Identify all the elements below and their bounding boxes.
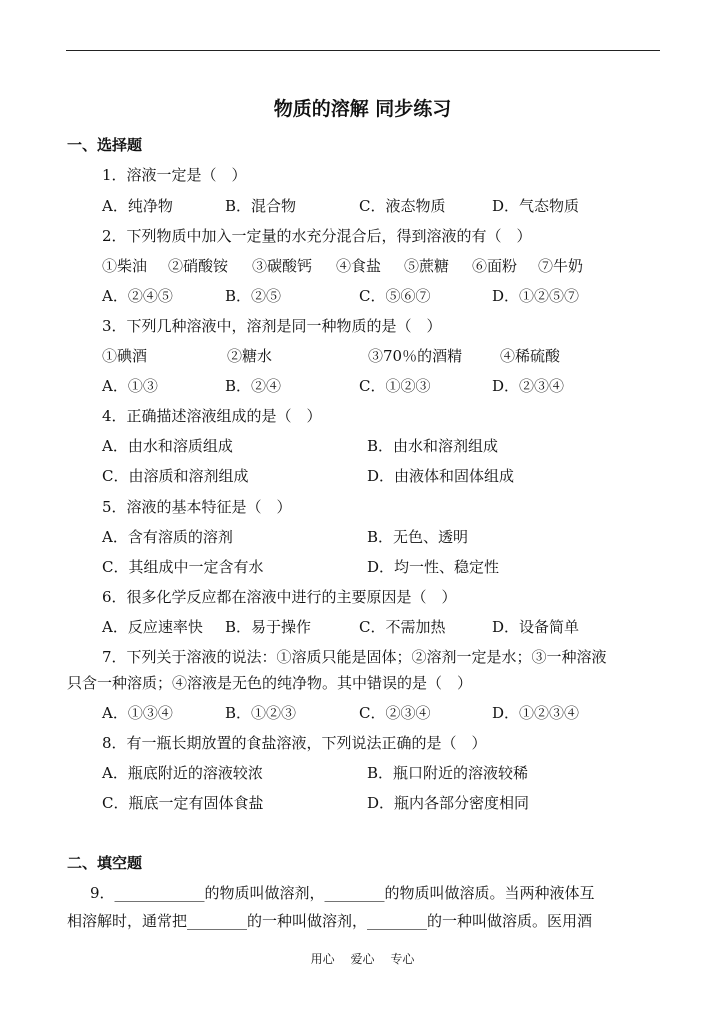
question-3-items bbox=[102, 345, 662, 365]
question-1-options bbox=[102, 195, 662, 215]
question-8-options-cd bbox=[102, 792, 662, 812]
item-4: ④食盐 bbox=[336, 257, 382, 275]
item-2: ②硝酸铵 bbox=[168, 257, 229, 275]
question-4-options-cd bbox=[102, 465, 662, 485]
question-6-stem: 6．很多化学反应都在溶液中进行的主要原因是（ ） bbox=[102, 588, 457, 606]
option-b: B．②④ bbox=[225, 377, 282, 395]
page-footer bbox=[0, 950, 725, 967]
footer-word-3: 专心 bbox=[390, 952, 415, 966]
question-5-options-cd bbox=[102, 556, 662, 576]
question-2-items bbox=[102, 255, 662, 275]
question-7-options bbox=[102, 702, 662, 722]
option-b: B．易于操作 bbox=[225, 618, 312, 636]
option-a: A．②④⑤ bbox=[102, 287, 173, 305]
question-2-options bbox=[102, 285, 662, 305]
option-a: A．①③④ bbox=[102, 704, 173, 722]
page-title: 物质的溶解 同步练习 bbox=[273, 98, 452, 120]
header-rule bbox=[66, 50, 660, 51]
option-c: C．②③④ bbox=[359, 704, 431, 722]
option-b: B．②⑤ bbox=[225, 287, 282, 305]
option-b: B．瓶口附近的溶液较稀 bbox=[367, 764, 529, 782]
option-b: B．由水和溶剂组成 bbox=[367, 437, 499, 455]
option-c: C．液态物质 bbox=[359, 197, 446, 215]
option-d: D．①②⑤⑦ bbox=[492, 287, 580, 305]
question-3-options bbox=[102, 375, 662, 395]
option-a: A．①③ bbox=[102, 377, 158, 395]
question-4-options-ab bbox=[102, 435, 662, 455]
option-d: D．由液体和固体组成 bbox=[367, 467, 515, 485]
option-d: D．瓶内各部分密度相同 bbox=[367, 794, 530, 812]
question-6-options bbox=[102, 616, 662, 636]
item-1: ①柴油 bbox=[102, 257, 148, 275]
option-c: C．由溶质和溶剂组成 bbox=[102, 467, 249, 485]
option-b: B．①②③ bbox=[225, 704, 297, 722]
footer-word-2: 爱心 bbox=[350, 952, 375, 966]
option-c: C．不需加热 bbox=[359, 618, 446, 636]
section-heading-choice: 一、选择题 bbox=[67, 136, 143, 154]
question-9-line1: 9．____________的物质叫做溶剂，________的物质叫做溶质。当两种液体互 bbox=[90, 884, 595, 902]
option-b: B．混合物 bbox=[225, 197, 297, 215]
question-9-line2: 相溶解时，通常把________的一种叫做溶剂，________的一种叫做溶质。医用酒 bbox=[67, 912, 593, 930]
item-3: ③碳酸钙 bbox=[252, 257, 313, 275]
question-7-stem-line2: 只含一种溶质；④溶液是无色的纯净物。其中错误的是（ ） bbox=[67, 674, 473, 692]
item-3: ③70％的酒精 bbox=[368, 347, 463, 365]
option-d: D．②③④ bbox=[492, 377, 565, 395]
option-a: A．反应速率快 bbox=[102, 618, 203, 636]
option-d: D．设备简单 bbox=[492, 618, 580, 636]
question-5-options-ab bbox=[102, 526, 662, 546]
question-8-options-ab bbox=[102, 762, 662, 782]
option-d: D．均一性、稳定性 bbox=[367, 558, 500, 576]
option-b: B．无色、透明 bbox=[367, 528, 469, 546]
question-5-stem: 5．溶液的基本特征是（ ） bbox=[102, 498, 292, 516]
item-4: ④稀硫酸 bbox=[500, 347, 561, 365]
question-7-stem-line1: 7．下列关于溶液的说法：①溶质只能是固体；②溶剂一定是水；③一种溶液 bbox=[102, 648, 607, 666]
option-c: C．①②③ bbox=[359, 377, 431, 395]
option-c: C．⑤⑥⑦ bbox=[359, 287, 431, 305]
option-a: A．瓶底附近的溶液较浓 bbox=[102, 764, 263, 782]
option-a: A．含有溶质的溶剂 bbox=[102, 528, 233, 546]
question-4-stem: 4．正确描述溶液组成的是（ ） bbox=[102, 407, 322, 425]
item-1: ①碘酒 bbox=[102, 347, 148, 365]
item-5: ⑤蔗糖 bbox=[404, 257, 450, 275]
item-2: ②糖水 bbox=[227, 347, 273, 365]
question-8-stem: 8．有一瓶长期放置的食盐溶液，下列说法正确的是（ ） bbox=[102, 734, 487, 752]
option-d: D．①②③④ bbox=[492, 704, 580, 722]
item-6: ⑥面粉 bbox=[472, 257, 518, 275]
question-3-stem: 3．下列几种溶液中，溶剂是同一种物质的是（ ） bbox=[102, 317, 442, 335]
item-7: ⑦牛奶 bbox=[538, 257, 584, 275]
option-a: A．由水和溶质组成 bbox=[102, 437, 233, 455]
option-c: C．瓶底一定有固体食盐 bbox=[102, 794, 264, 812]
option-d: D．气态物质 bbox=[492, 197, 580, 215]
footer-word-1: 用心 bbox=[310, 952, 335, 966]
section-heading-fill: 二、填空题 bbox=[67, 854, 143, 872]
question-1-stem: 1．溶液一定是（ ） bbox=[102, 166, 247, 184]
option-c: C．其组成中一定含有水 bbox=[102, 558, 264, 576]
question-2-stem: 2．下列物质中加入一定量的水充分混合后，得到溶液的有（ ） bbox=[102, 227, 532, 245]
option-a: A．纯净物 bbox=[102, 197, 173, 215]
